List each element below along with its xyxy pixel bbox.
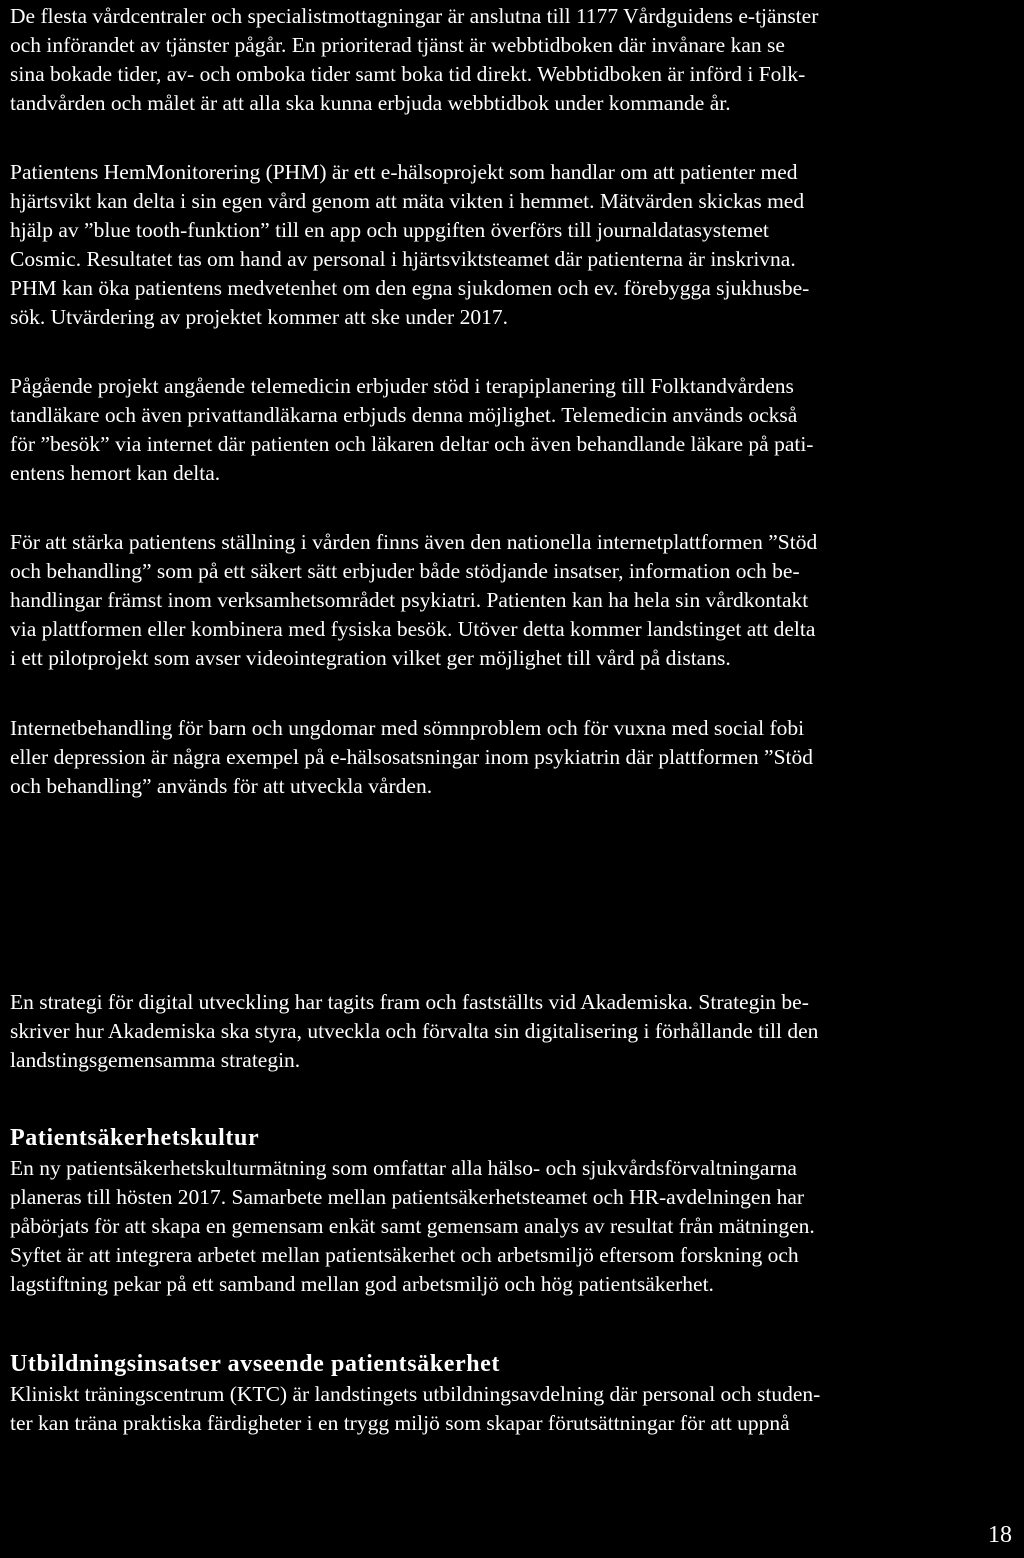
text-line: Cosmic. Resultatet tas om hand av personal i hjärtsviktsteamet där patienterna är inskrivna. <box>10 247 796 271</box>
text-line: ter kan träna praktiska färdigheter i en trygg miljö som skapar förutsättningar för att uppnå <box>10 1411 790 1435</box>
text-line: De flesta vårdcentraler och specialistmottagningar är anslutna till 1177 Vårdguidens e-tjänster <box>10 4 819 28</box>
paragraph-digital-strategi <box>10 988 1016 1075</box>
paragraph-telemedicin <box>10 372 1016 488</box>
text-line: tandvården och målet är att alla ska kunna erbjuda webbtidbok under kommande år. <box>10 91 731 115</box>
section-heading-patientsakerhetskultur: Patientsäkerhetskultur <box>10 1125 260 1151</box>
text-line: och behandling” används för att utveckla vården. <box>10 774 433 798</box>
text-line: för ”besök” via internet där patienten och läkaren deltar och även behandlande läkare på pati- <box>10 432 814 456</box>
paragraph-stod-och-behandling <box>10 528 1016 673</box>
text-line: och behandling” som på ett säkert sätt erbjuder både stödjande insatser, information och be- <box>10 559 800 583</box>
text-line: eller depression är några exempel på e-hälsosatsningar inom psykiatrin där plattformen ”Stöd <box>10 745 814 769</box>
text-line: och införandet av tjänster pågår. En prioriterad tjänst är webbtidboken där invånare kan se <box>10 33 785 57</box>
text-line: planeras till hösten 2017. Samarbete mellan patientsäkerhetsteamet och HR-avdelningen har <box>10 1185 805 1209</box>
text-line: PHM kan öka patientens medvetenhet om den egna sjukdomen och ev. förebygga sjukhusbe- <box>10 276 810 300</box>
text-line: påbörjats för att skapa en gemensam enkät samt gemensam analys av resultat från mätningen. <box>10 1214 815 1238</box>
text-line: Kliniskt träningscentrum (KTC) är landstingets utbildningsavdelning där personal och studen- <box>10 1382 821 1406</box>
text-line: handlingar främst inom verksamhetsområdet psykiatri. Patienten kan ha hela sin vårdkontakt <box>10 588 809 612</box>
paragraph-utbildningsinsatser <box>10 1380 1016 1438</box>
paragraph-patientsakerhetskultur <box>10 1154 1016 1299</box>
text-line: lagstiftning pekar på ett samband mellan god arbetsmiljö och hög patientsäkerhet. <box>10 1272 714 1296</box>
text-line: i ett pilotprojekt som avser videointegration vilket ger möjlighet till vård på distans. <box>10 646 731 670</box>
text-line: För att stärka patientens ställning i vården finns även den nationella internetplattformen ”Stöd <box>10 530 818 554</box>
text-line: sina bokade tider, av- och omboka tider samt boka tid direkt. Webbtidboken är införd i Folk- <box>10 62 806 86</box>
text-line: Patientens HemMonitorering (PHM) är ett e-hälsoprojekt som handlar om att patienter med <box>10 160 798 184</box>
text-line: tandläkare och även privattandläkarna erbjuds denna möjlighet. Telemedicin används också <box>10 403 798 427</box>
text-line: Internetbehandling för barn och ungdomar med sömnproblem och för vuxna med social fobi <box>10 716 805 740</box>
text-line: hjälp av ”blue tooth-funktion” till en app och uppgiften överförs till journaldatasystemet <box>10 218 769 242</box>
text-line: skriver hur Akademiska ska styra, utveckla och förvalta sin digitalisering i förhållande till den <box>10 1019 819 1043</box>
paragraph-phm <box>10 158 1016 332</box>
text-line: hjärtsvikt kan delta i sin egen vård genom att mäta vikten i hemmet. Mätvärden skickas med <box>10 189 805 213</box>
text-line: En strategi för digital utveckling har tagits fram och fastställts vid Akademiska. Strategin be- <box>10 990 809 1014</box>
paragraph-e-tjanster <box>10 2 1016 118</box>
paragraph-internetbehandling <box>10 714 1016 801</box>
text-line: sök. Utvärdering av projektet kommer att ske under 2017. <box>10 305 508 329</box>
text-line: Syftet är att integrera arbetet mellan patientsäkerhet och arbetsmiljö eftersom forskning och <box>10 1243 799 1267</box>
page-number: 18 <box>988 1522 1012 1548</box>
text-line: landstingsgemensamma strategin. <box>10 1048 301 1072</box>
section-heading-utbildningsinsatser: Utbildningsinsatser avseende patientsäkerhet <box>10 1351 500 1377</box>
text-line: entens hemort kan delta. <box>10 461 221 485</box>
text-line: via plattformen eller kombinera med fysiska besök. Utöver detta kommer landstinget att delta <box>10 617 816 641</box>
text-line: En ny patientsäkerhetskulturmätning som omfattar alla hälso- och sjukvårdsförvaltningarna <box>10 1156 797 1180</box>
text-line: Pågående projekt angående telemedicin erbjuder stöd i terapiplanering till Folktandvårdens <box>10 374 794 398</box>
